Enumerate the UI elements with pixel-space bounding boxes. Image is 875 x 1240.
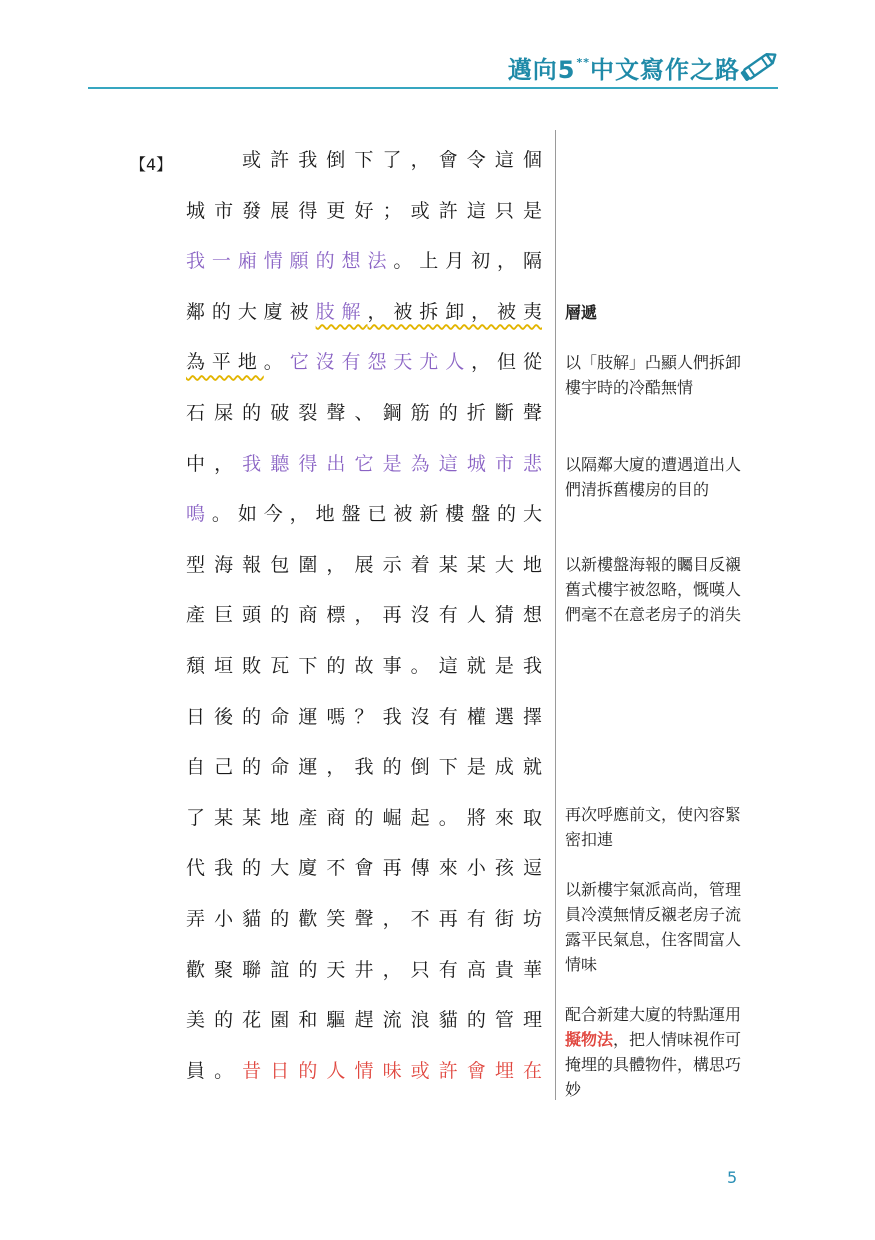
essay-line <box>186 894 542 945</box>
title-main: 邁向5 <box>507 56 576 84</box>
essay-paragraph <box>186 135 542 1096</box>
technique-text-post: ，把人情味視作可掩埋的具體物件，構思巧妙 <box>565 1030 742 1099</box>
essay-text-segment: 。上月初，隔 <box>393 250 542 273</box>
essay-text-segment: 代我的大廈不會再傳來小孩逗 <box>186 857 542 880</box>
essay-text-segment: 頹垣敗瓦下的故事。這就是我 <box>186 654 542 677</box>
essay-text-segment: 昔日的人情味或許會埋在 <box>242 1059 542 1082</box>
essay-line <box>186 692 542 743</box>
page-number: 5 <box>727 1168 738 1187</box>
title-superscript: ** <box>576 56 590 69</box>
essay-line <box>186 843 542 894</box>
pencil-icon <box>740 48 780 84</box>
essay-line <box>186 135 542 186</box>
annotation-neighbour: 以隔鄰大廈的遭遇道出人們清拆舊樓房的目的 <box>565 455 742 499</box>
essay-line <box>186 540 542 591</box>
annotation-technique <box>565 1002 745 1102</box>
essay-line <box>186 641 542 692</box>
essay-text-segment: 歡聚聯誼的天井，只有高貴華 <box>186 958 542 981</box>
essay-text-segment: 它沒有怨天尤人 <box>289 351 472 374</box>
essay-text-segment: 了某某地產商的崛起。將來取 <box>186 806 542 829</box>
essay-text-segment: 我聽得出它是為這城市悲 <box>242 452 542 475</box>
essay-text-segment: ，被拆卸，被夷 <box>367 300 542 323</box>
essay-line <box>186 995 542 1046</box>
essay-text-segment: 城市發展得更好；或許這只是 <box>186 199 542 222</box>
essay-line <box>186 236 542 287</box>
annotation-dismantle: 以「肢解」凸顯人們拆卸樓宇時的冷酷無情 <box>565 353 742 397</box>
essay-text-segment: 石屎的破裂聲、鋼筋的折斷聲 <box>186 401 542 424</box>
annotation-title: 層遞 <box>565 303 598 322</box>
essay-line <box>186 186 542 237</box>
essay-text-segment: 。如今，地盤已被新樓盤的大 <box>211 503 542 526</box>
essay-line <box>186 489 542 540</box>
essay-line <box>186 287 542 338</box>
essay-text-segment: 我一廂情願的想法 <box>186 250 394 273</box>
essay-line <box>186 388 542 439</box>
essay-text-segment: 弄小貓的歡笑聲，不再有街坊 <box>186 907 542 930</box>
essay-text-segment: 型海報包圍，展示着某某大地 <box>186 553 542 576</box>
essay-text-segment: 為平地 <box>186 351 264 374</box>
essay-line <box>186 742 542 793</box>
essay-text-segment: 美的花園和驅趕流浪貓的管理 <box>186 1009 542 1032</box>
essay-line <box>186 945 542 996</box>
essay-text-segment: 鳴 <box>186 503 212 526</box>
technique-highlight: 擬物法 <box>565 1030 614 1049</box>
essay-text-segment: ，但從 <box>471 351 542 374</box>
essay-text-segment: 肢解 <box>315 300 368 323</box>
header-rule <box>88 87 778 89</box>
annotation-contrast: 以新樓宇氣派高尚，管理員冷漠無情反襯老房子流露平民氣息，住客間富人情味 <box>565 880 742 974</box>
essay-text-segment: 日後的命運嗎？我沒有權選擇 <box>186 705 542 728</box>
essay-line <box>186 1046 542 1097</box>
essay-text-segment: 鄰的大廈被 <box>186 300 316 323</box>
annotation-poster: 以新樓盤海報的矚目反襯舊式樓宇被忽略，慨嘆人們毫不在意老房子的消失 <box>565 555 742 624</box>
title-rest: 中文寫作之路 <box>590 56 740 84</box>
essay-line <box>186 793 542 844</box>
essay-line <box>186 590 542 641</box>
annotation-echo: 再次呼應前文，使內容緊密扣連 <box>565 805 742 849</box>
essay-text-segment: 中， <box>186 452 243 475</box>
essay-line <box>186 337 542 388</box>
book-title <box>508 50 740 85</box>
essay-line <box>186 439 542 490</box>
essay-text-segment: 或許我倒下了，會令這個 <box>242 149 542 171</box>
essay-text-segment: 產巨頭的商標，再沒有人猜想 <box>186 604 542 627</box>
column-divider <box>555 130 556 1100</box>
essay-text-segment: 自己的命運，我的倒下是成就 <box>186 756 542 779</box>
essay-text-segment: 員。 <box>186 1059 243 1082</box>
essay-text-segment: 。 <box>263 351 290 374</box>
paragraph-number: 【4】 <box>130 155 173 174</box>
technique-text-pre: 配合新建大廈的特點運用 <box>565 1005 742 1024</box>
